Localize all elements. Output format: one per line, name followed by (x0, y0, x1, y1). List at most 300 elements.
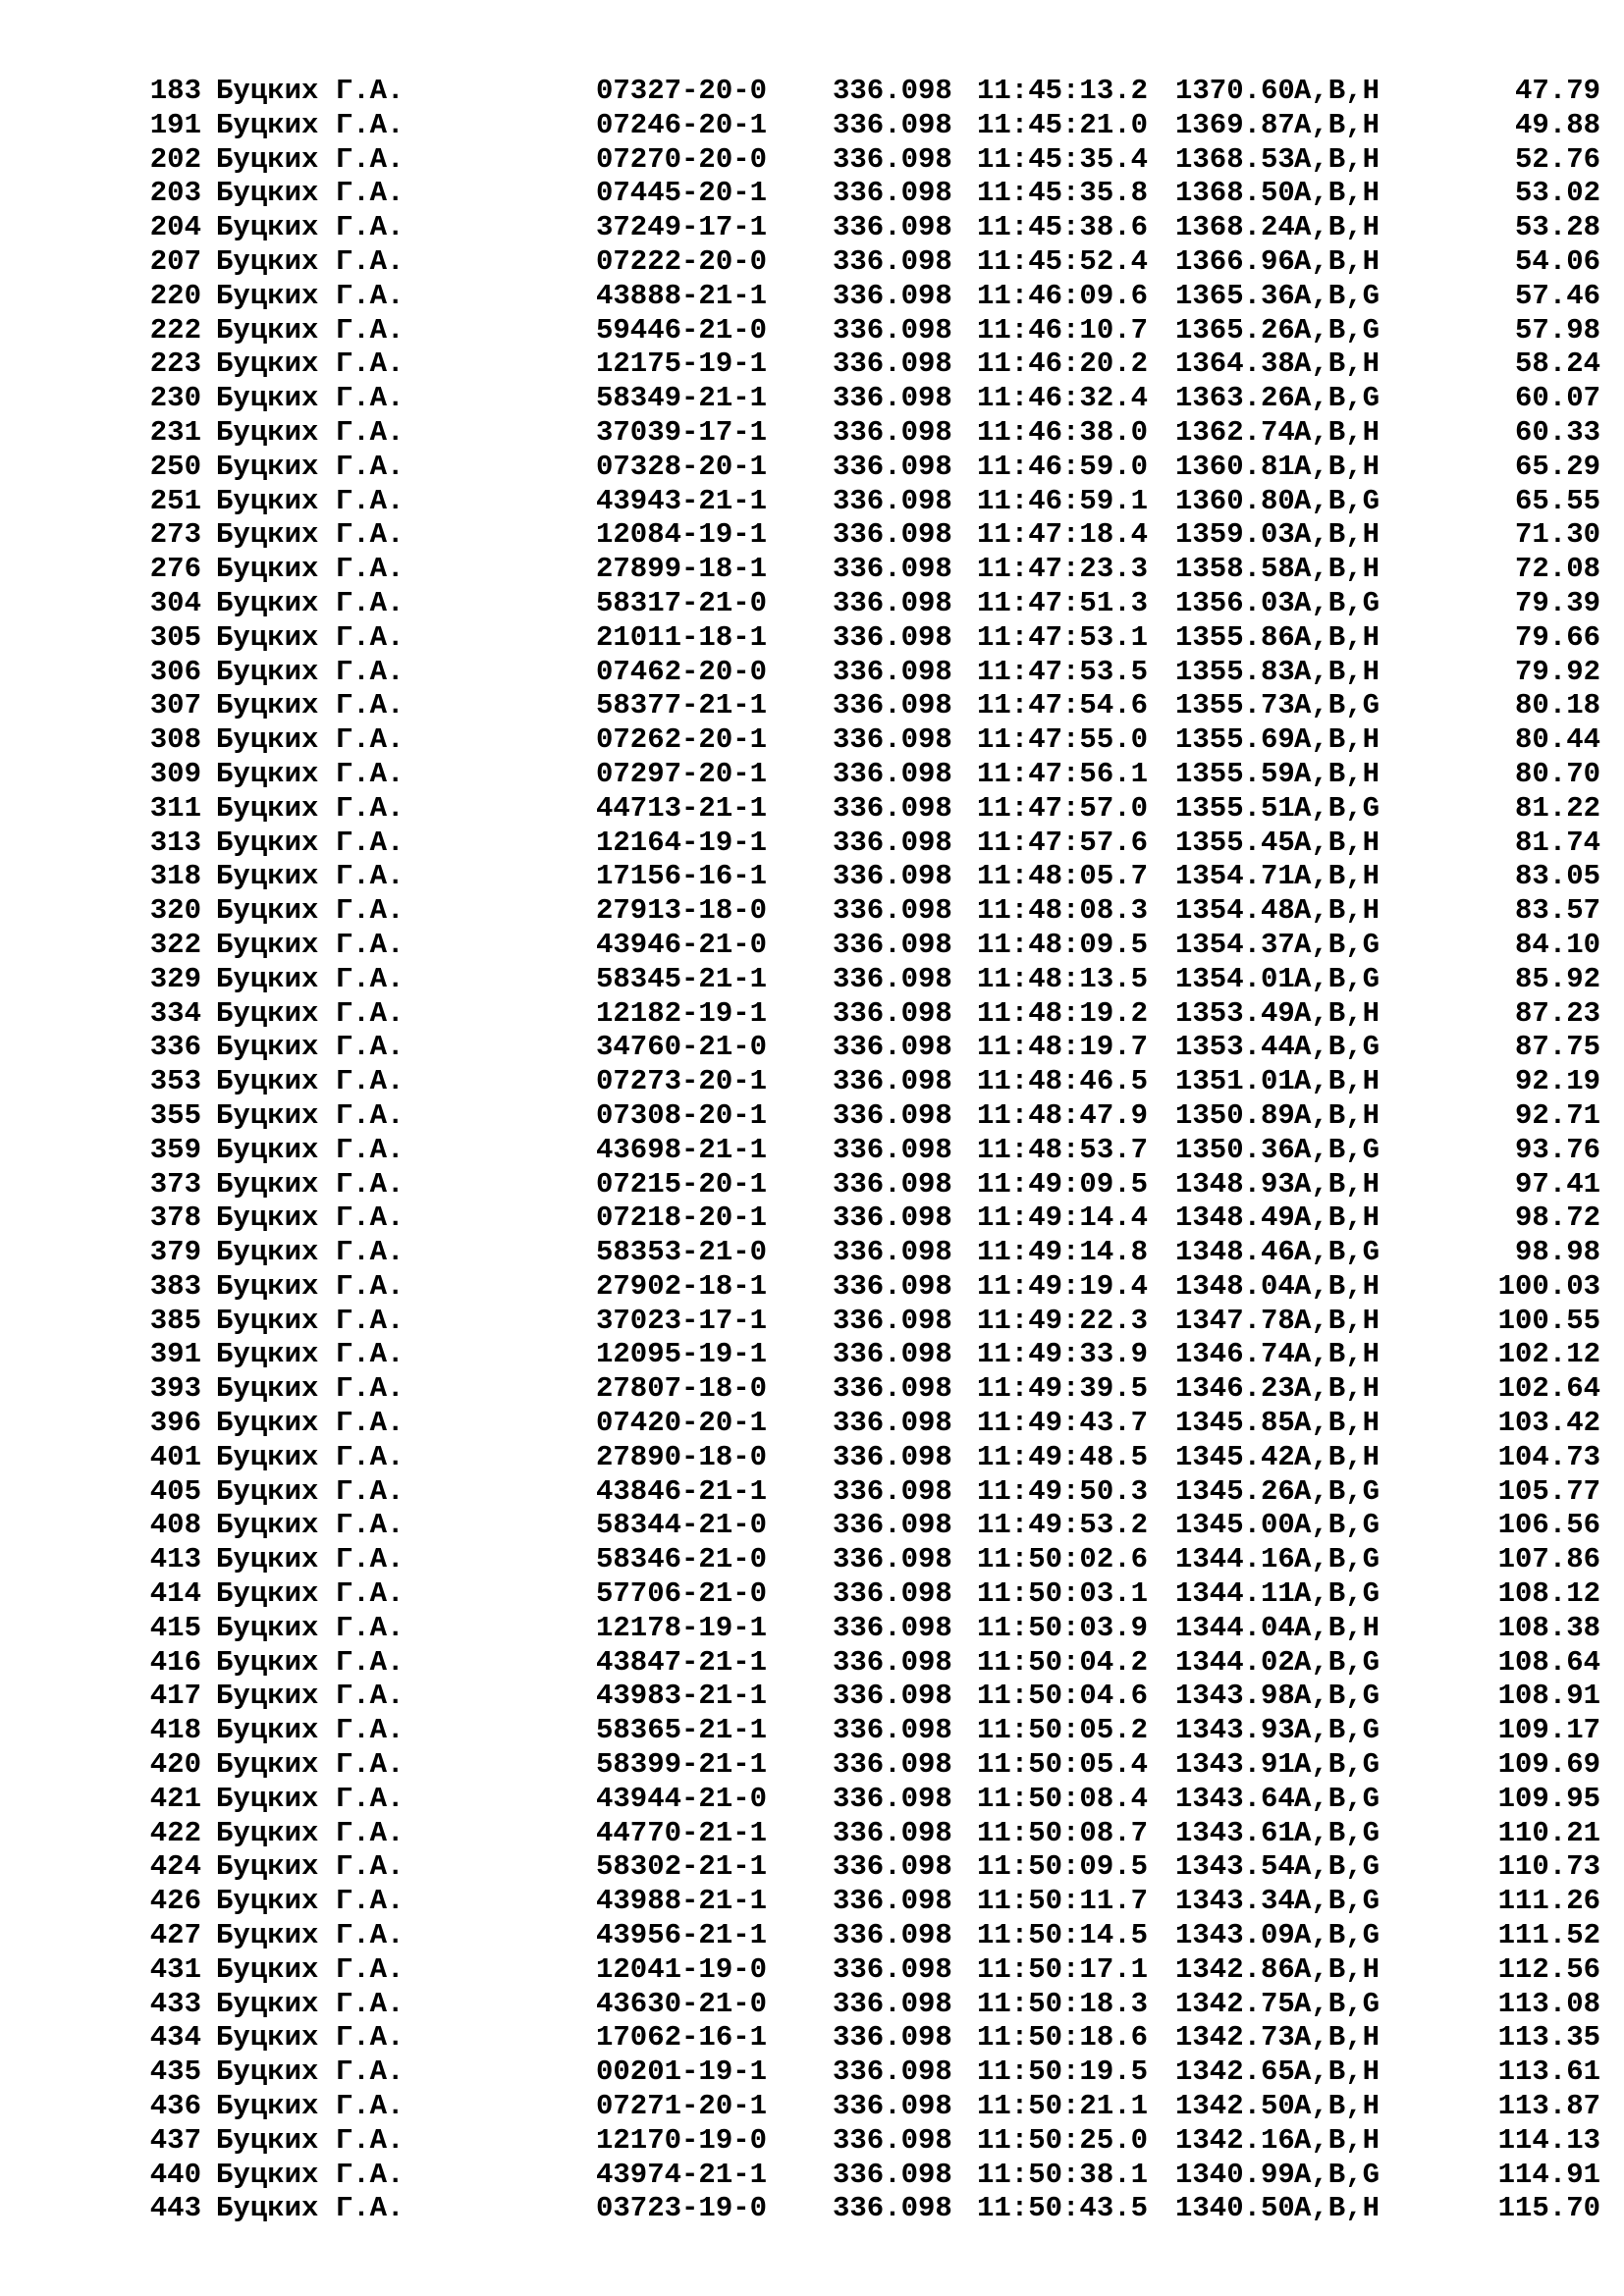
participant-name: Буцких Г.А. (216, 1474, 405, 1508)
time-value: 11:50:14.5 (977, 1919, 1149, 1952)
result-value: 115.70 (1497, 2192, 1600, 2225)
row-number: 202 (149, 142, 201, 176)
azimuth-value: 336.098 (833, 894, 952, 928)
table-row (0, 1919, 1624, 1953)
table-row (0, 1305, 1624, 1339)
time-value: 11:49:14.8 (977, 1236, 1149, 1269)
table-row (0, 758, 1624, 792)
result-value: 83.57 (1514, 894, 1600, 928)
record-id: 44713-21-1 (596, 791, 768, 825)
time-value: 11:49:39.5 (977, 1372, 1149, 1406)
record-id: 07462-20-0 (596, 655, 768, 688)
table-row (0, 2090, 1624, 2124)
participant-name: Буцких Г.А. (216, 1372, 405, 1406)
type-code: A,B,H (1294, 1440, 1380, 1473)
row-number: 435 (149, 2056, 201, 2089)
record-id: 12175-19-1 (596, 347, 768, 381)
azimuth-value: 336.098 (833, 962, 952, 995)
result-value: 52.76 (1514, 142, 1600, 176)
time-value: 11:50:05.4 (977, 1748, 1149, 1782)
time-value: 11:48:19.7 (977, 1031, 1149, 1064)
participant-name: Буцких Г.А. (216, 313, 405, 347)
table-row (0, 2124, 1624, 2159)
row-number: 436 (149, 2090, 201, 2123)
distance-value: 1344.16 (1175, 1543, 1295, 1576)
record-id: 43983-21-1 (596, 1680, 768, 1713)
result-value: 83.05 (1514, 860, 1600, 893)
type-code: A,B,H (1294, 1201, 1380, 1235)
table-row (0, 1748, 1624, 1783)
record-id: 43944-21-0 (596, 1782, 768, 1815)
distance-value: 1370.60 (1175, 75, 1295, 107)
distance-value: 1344.02 (1175, 1645, 1295, 1679)
row-number: 417 (149, 1680, 201, 1713)
table-row (0, 1065, 1624, 1099)
azimuth-value: 336.098 (833, 415, 952, 449)
result-value: 71.30 (1514, 518, 1600, 552)
row-number: 440 (149, 2158, 201, 2191)
distance-value: 1342.50 (1175, 2090, 1295, 2123)
results-table (0, 75, 1624, 2226)
time-value: 11:49:14.4 (977, 1201, 1149, 1235)
result-value: 92.71 (1514, 1098, 1600, 1132)
participant-name: Буцких Г.А. (216, 757, 405, 790)
type-code: A,B,H (1294, 142, 1380, 176)
azimuth-value: 336.098 (833, 586, 952, 619)
row-number: 318 (149, 860, 201, 893)
time-value: 11:45:35.8 (977, 177, 1149, 210)
type-code: A,B,G (1294, 689, 1380, 722)
participant-name: Буцких Г.А. (216, 723, 405, 757)
type-code: A,B,G (1294, 586, 1380, 619)
table-row (0, 280, 1624, 314)
time-value: 11:50:05.2 (977, 1714, 1149, 1747)
type-code: A,B,H (1294, 2123, 1380, 2157)
participant-name: Буцких Г.А. (216, 244, 405, 278)
participant-name: Буцких Г.А. (216, 484, 405, 517)
record-id: 07273-20-1 (596, 1065, 768, 1098)
type-code: A,B,G (1294, 1236, 1380, 1269)
time-value: 11:45:52.4 (977, 244, 1149, 278)
participant-name: Буцких Г.А. (216, 1338, 405, 1371)
result-value: 113.61 (1497, 2056, 1600, 2089)
time-value: 11:50:03.9 (977, 1611, 1149, 1644)
participant-name: Буцких Г.А. (216, 1236, 405, 1269)
result-value: 108.64 (1497, 1645, 1600, 1679)
azimuth-value: 336.098 (833, 553, 952, 586)
azimuth-value: 336.098 (833, 1098, 952, 1132)
time-value: 11:45:21.0 (977, 108, 1149, 141)
result-value: 114.91 (1497, 2158, 1600, 2191)
type-code: A,B,H (1294, 2192, 1380, 2225)
type-code: A,B,H (1294, 1167, 1380, 1201)
type-code: A,B,G (1294, 962, 1380, 995)
type-code: A,B,G (1294, 1577, 1380, 1611)
distance-value: 1348.49 (1175, 1201, 1295, 1235)
table-row (0, 2056, 1624, 2090)
time-value: 11:49:53.2 (977, 1509, 1149, 1542)
row-number: 416 (149, 1645, 201, 1679)
time-value: 11:50:04.6 (977, 1680, 1149, 1713)
azimuth-value: 336.098 (833, 1031, 952, 1064)
time-value: 11:47:56.1 (977, 757, 1149, 790)
table-row (0, 997, 1624, 1032)
record-id: 44770-21-1 (596, 1816, 768, 1849)
record-id: 07308-20-1 (596, 1098, 768, 1132)
result-value: 81.22 (1514, 791, 1600, 825)
participant-name: Буцких Г.А. (216, 1543, 405, 1576)
table-row (0, 314, 1624, 348)
type-code: A,B,G (1294, 1133, 1380, 1166)
time-value: 11:50:04.2 (977, 1645, 1149, 1679)
row-number: 231 (149, 415, 201, 449)
distance-value: 1356.03 (1175, 586, 1295, 619)
azimuth-value: 336.098 (833, 689, 952, 722)
distance-value: 1368.50 (1175, 177, 1295, 210)
time-value: 11:50:38.1 (977, 2158, 1149, 2191)
azimuth-value: 336.098 (833, 142, 952, 176)
record-id: 58399-21-1 (596, 1748, 768, 1782)
table-row (0, 1988, 1624, 2022)
azimuth-value: 336.098 (833, 1065, 952, 1098)
azimuth-value: 336.098 (833, 860, 952, 893)
participant-name: Буцких Г.А. (216, 2158, 405, 2191)
record-id: 43846-21-1 (596, 1474, 768, 1508)
result-value: 108.38 (1497, 1611, 1600, 1644)
result-value: 58.24 (1514, 347, 1600, 381)
type-code: A,B,H (1294, 996, 1380, 1030)
record-id: 37249-17-1 (596, 211, 768, 244)
time-value: 11:49:33.9 (977, 1338, 1149, 1371)
table-row (0, 416, 1624, 451)
record-id: 43630-21-0 (596, 1987, 768, 2020)
azimuth-value: 336.098 (833, 1611, 952, 1644)
time-value: 11:46:59.1 (977, 484, 1149, 517)
azimuth-value: 336.098 (833, 1952, 952, 1986)
record-id: 58345-21-1 (596, 962, 768, 995)
table-row (0, 1714, 1624, 1748)
row-number: 320 (149, 894, 201, 928)
type-code: A,B,G (1294, 1509, 1380, 1542)
row-number: 251 (149, 484, 201, 517)
table-row (0, 485, 1624, 519)
participant-name: Буцких Г.А. (216, 450, 405, 483)
distance-value: 1366.96 (1175, 244, 1295, 278)
type-code: A,B,H (1294, 177, 1380, 210)
result-value: 108.12 (1497, 1577, 1600, 1611)
participant-name: Буцких Г.А. (216, 1850, 405, 1884)
azimuth-value: 336.098 (833, 518, 952, 552)
distance-value: 1342.86 (1175, 1952, 1295, 1986)
type-code: A,B,H (1294, 826, 1380, 859)
participant-name: Буцких Г.А. (216, 1611, 405, 1644)
distance-value: 1344.04 (1175, 1611, 1295, 1644)
row-number: 393 (149, 1372, 201, 1406)
azimuth-value: 336.098 (833, 313, 952, 347)
row-number: 191 (149, 108, 201, 141)
table-row (0, 1475, 1624, 1510)
type-code: A,B,H (1294, 860, 1380, 893)
record-id: 27899-18-1 (596, 553, 768, 586)
azimuth-value: 336.098 (833, 1680, 952, 1713)
row-number: 422 (149, 1816, 201, 1849)
row-number: 378 (149, 1201, 201, 1235)
distance-value: 1355.73 (1175, 689, 1295, 722)
result-value: 87.75 (1514, 1031, 1600, 1064)
row-number: 183 (149, 75, 201, 107)
table-row (0, 1031, 1624, 1065)
time-value: 11:46:10.7 (977, 313, 1149, 347)
type-code: A,B,G (1294, 791, 1380, 825)
distance-value: 1345.85 (1175, 1407, 1295, 1440)
type-code: A,B,G (1294, 1782, 1380, 1815)
type-code: A,B,H (1294, 757, 1380, 790)
record-id: 07246-20-1 (596, 108, 768, 141)
participant-name: Буцких Г.А. (216, 1304, 405, 1337)
participant-name: Буцких Г.А. (216, 1885, 405, 1918)
azimuth-value: 336.098 (833, 1133, 952, 1166)
table-row (0, 451, 1624, 485)
result-value: 113.87 (1497, 2090, 1600, 2123)
result-value: 65.55 (1514, 484, 1600, 517)
type-code: A,B,H (1294, 2056, 1380, 2089)
type-code: A,B,H (1294, 1338, 1380, 1371)
record-id: 43943-21-1 (596, 484, 768, 517)
result-value: 57.98 (1514, 313, 1600, 347)
type-code: A,B,H (1294, 1952, 1380, 1986)
result-value: 111.52 (1497, 1919, 1600, 1952)
table-row (0, 963, 1624, 997)
distance-value: 1353.49 (1175, 996, 1295, 1030)
result-value: 80.18 (1514, 689, 1600, 722)
participant-name: Буцких Г.А. (216, 860, 405, 893)
record-id: 43888-21-1 (596, 279, 768, 312)
distance-value: 1348.04 (1175, 1269, 1295, 1303)
type-code: A,B,H (1294, 108, 1380, 141)
distance-value: 1340.50 (1175, 2192, 1295, 2225)
distance-value: 1342.65 (1175, 2056, 1295, 2089)
record-id: 37039-17-1 (596, 415, 768, 449)
time-value: 11:48:05.7 (977, 860, 1149, 893)
type-code: A,B,H (1294, 415, 1380, 449)
row-number: 420 (149, 1748, 201, 1782)
record-id: 03723-19-0 (596, 2192, 768, 2225)
type-code: A,B,G (1294, 1919, 1380, 1952)
participant-name: Буцких Г.А. (216, 1645, 405, 1679)
table-row (0, 587, 1624, 621)
distance-value: 1365.26 (1175, 313, 1295, 347)
result-value: 112.56 (1497, 1952, 1600, 1986)
azimuth-value: 336.098 (833, 1816, 952, 1849)
distance-value: 1355.51 (1175, 791, 1295, 825)
azimuth-value: 336.098 (833, 1304, 952, 1337)
participant-name: Буцких Г.А. (216, 1816, 405, 1849)
azimuth-value: 336.098 (833, 75, 952, 107)
record-id: 58346-21-0 (596, 1543, 768, 1576)
row-number: 355 (149, 1098, 201, 1132)
row-number: 203 (149, 177, 201, 210)
result-value: 49.88 (1514, 108, 1600, 141)
row-number: 431 (149, 1952, 201, 1986)
record-id: 27890-18-0 (596, 1440, 768, 1473)
record-id: 07271-20-1 (596, 2090, 768, 2123)
row-number: 204 (149, 211, 201, 244)
time-value: 11:47:51.3 (977, 586, 1149, 619)
table-row (0, 1372, 1624, 1407)
time-value: 11:47:53.5 (977, 655, 1149, 688)
result-value: 104.73 (1497, 1440, 1600, 1473)
distance-value: 1363.26 (1175, 382, 1295, 415)
time-value: 11:49:19.4 (977, 1269, 1149, 1303)
azimuth-value: 336.098 (833, 1714, 952, 1747)
time-value: 11:48:09.5 (977, 928, 1149, 961)
record-id: 07270-20-0 (596, 142, 768, 176)
distance-value: 1342.75 (1175, 1987, 1295, 2020)
type-code: A,B,G (1294, 1680, 1380, 1713)
row-number: 304 (149, 586, 201, 619)
table-row (0, 792, 1624, 827)
distance-value: 1368.53 (1175, 142, 1295, 176)
row-number: 424 (149, 1850, 201, 1884)
distance-value: 1345.42 (1175, 1440, 1295, 1473)
record-id: 34760-21-0 (596, 1031, 768, 1064)
time-value: 11:49:22.3 (977, 1304, 1149, 1337)
result-value: 103.42 (1497, 1407, 1600, 1440)
record-id: 58377-21-1 (596, 689, 768, 722)
result-value: 105.77 (1497, 1474, 1600, 1508)
row-number: 250 (149, 450, 201, 483)
participant-name: Буцких Г.А. (216, 2123, 405, 2157)
type-code: A,B,G (1294, 1885, 1380, 1918)
participant-name: Буцких Г.А. (216, 553, 405, 586)
row-number: 413 (149, 1543, 201, 1576)
distance-value: 1345.00 (1175, 1509, 1295, 1542)
result-value: 106.56 (1497, 1509, 1600, 1542)
table-row (0, 689, 1624, 723)
row-number: 276 (149, 553, 201, 586)
table-row (0, 1885, 1624, 1919)
row-number: 408 (149, 1509, 201, 1542)
table-row (0, 1441, 1624, 1475)
azimuth-value: 336.098 (833, 2090, 952, 2123)
table-row (0, 518, 1624, 553)
participant-name: Буцких Г.А. (216, 279, 405, 312)
azimuth-value: 336.098 (833, 2158, 952, 2191)
table-row (0, 2159, 1624, 2193)
table-row (0, 894, 1624, 929)
type-code: A,B,G (1294, 1474, 1380, 1508)
table-row (0, 109, 1624, 143)
time-value: 11:50:09.5 (977, 1850, 1149, 1884)
azimuth-value: 336.098 (833, 108, 952, 141)
distance-value: 1362.74 (1175, 415, 1295, 449)
distance-value: 1355.69 (1175, 723, 1295, 757)
row-number: 273 (149, 518, 201, 552)
result-value: 79.66 (1514, 620, 1600, 654)
row-number: 421 (149, 1782, 201, 1815)
distance-value: 1351.01 (1175, 1065, 1295, 1098)
table-row (0, 211, 1624, 245)
participant-name: Буцких Г.А. (216, 1065, 405, 1098)
azimuth-value: 336.098 (833, 2123, 952, 2157)
result-value: 53.28 (1514, 211, 1600, 244)
record-id: 59446-21-0 (596, 313, 768, 347)
row-number: 383 (149, 1269, 201, 1303)
table-row (0, 177, 1624, 211)
azimuth-value: 336.098 (833, 347, 952, 381)
result-value: 110.21 (1497, 1816, 1600, 1849)
time-value: 11:50:03.1 (977, 1577, 1149, 1611)
type-code: A,B,G (1294, 1748, 1380, 1782)
distance-value: 1353.44 (1175, 1031, 1295, 1064)
time-value: 11:50:08.4 (977, 1782, 1149, 1815)
azimuth-value: 336.098 (833, 279, 952, 312)
type-code: A,B,H (1294, 1065, 1380, 1098)
azimuth-value: 336.098 (833, 1236, 952, 1269)
distance-value: 1355.45 (1175, 826, 1295, 859)
result-value: 100.55 (1497, 1304, 1600, 1337)
participant-name: Буцких Г.А. (216, 415, 405, 449)
result-value: 53.02 (1514, 177, 1600, 210)
time-value: 11:48:46.5 (977, 1065, 1149, 1098)
type-code: A,B,H (1294, 518, 1380, 552)
azimuth-value: 336.098 (833, 211, 952, 244)
participant-name: Буцких Г.А. (216, 962, 405, 995)
distance-value: 1359.03 (1175, 518, 1295, 552)
result-value: 102.64 (1497, 1372, 1600, 1406)
result-value: 100.03 (1497, 1269, 1600, 1303)
participant-name: Буцких Г.А. (216, 518, 405, 552)
row-number: 308 (149, 723, 201, 757)
row-number: 336 (149, 1031, 201, 1064)
distance-value: 1355.83 (1175, 655, 1295, 688)
distance-value: 1342.16 (1175, 2123, 1295, 2157)
row-number: 434 (149, 2021, 201, 2055)
result-value: 102.12 (1497, 1338, 1600, 1371)
row-number: 415 (149, 1611, 201, 1644)
row-number: 329 (149, 962, 201, 995)
time-value: 11:49:43.7 (977, 1407, 1149, 1440)
row-number: 313 (149, 826, 201, 859)
azimuth-value: 336.098 (833, 1474, 952, 1508)
table-row (0, 1201, 1624, 1236)
participant-name: Буцких Г.А. (216, 620, 405, 654)
table-row (0, 656, 1624, 690)
participant-name: Буцких Г.А. (216, 1714, 405, 1747)
time-value: 11:46:38.0 (977, 415, 1149, 449)
record-id: 07218-20-1 (596, 1201, 768, 1235)
type-code: A,B,H (1294, 347, 1380, 381)
result-value: 109.69 (1497, 1748, 1600, 1782)
time-value: 11:47:18.4 (977, 518, 1149, 552)
azimuth-value: 336.098 (833, 177, 952, 210)
result-value: 57.46 (1514, 279, 1600, 312)
type-code: A,B,G (1294, 2158, 1380, 2191)
azimuth-value: 336.098 (833, 826, 952, 859)
participant-name: Буцких Г.А. (216, 1167, 405, 1201)
table-row (0, 1236, 1624, 1270)
distance-value: 1347.78 (1175, 1304, 1295, 1337)
row-number: 222 (149, 313, 201, 347)
azimuth-value: 336.098 (833, 723, 952, 757)
distance-value: 1350.36 (1175, 1133, 1295, 1166)
azimuth-value: 336.098 (833, 2192, 952, 2225)
participant-name: Буцких Г.А. (216, 1509, 405, 1542)
type-code: A,B,H (1294, 1304, 1380, 1337)
type-code: A,B,G (1294, 1714, 1380, 1747)
participant-name: Буцких Г.А. (216, 142, 405, 176)
type-code: A,B,G (1294, 1850, 1380, 1884)
